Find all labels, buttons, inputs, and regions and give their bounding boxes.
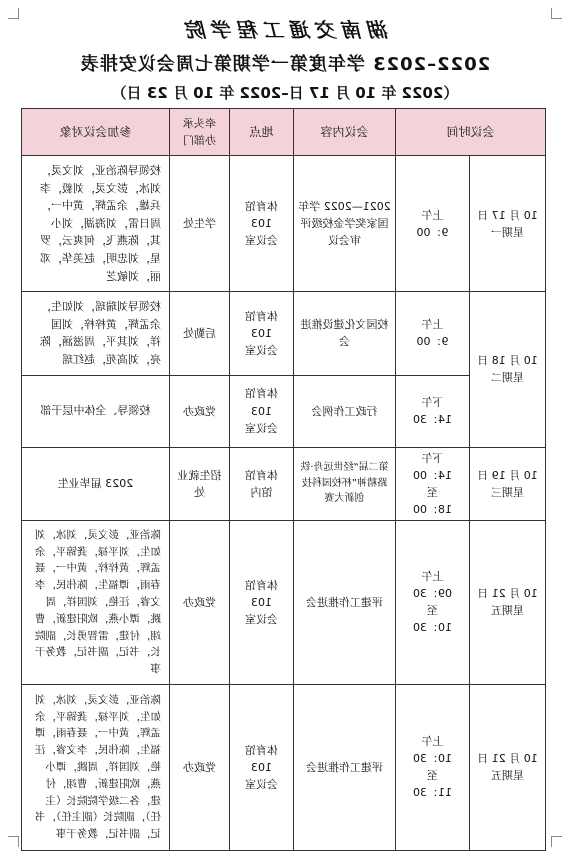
time-cell: 上午 10：30 至 11：30 — [395, 684, 469, 850]
time-cell: 上午 09：30 至 10：30 — [395, 520, 469, 684]
date-range: （2022 年 10 月 17 日–2022 年 10 月 23 日） — [111, 84, 459, 102]
location-cell: 体育馆 103 会议室 — [229, 684, 293, 850]
column-header-content: 会议内容 — [293, 109, 395, 156]
column-header-time: 会议时间 — [395, 109, 545, 156]
day-cell: 10 月 18 日 星期二 — [470, 292, 546, 447]
column-header-location: 地点 — [229, 109, 293, 156]
attendees-cell: 校领导、全体中层干部 — [21, 375, 169, 447]
table-row — [21, 292, 545, 375]
table-row — [21, 684, 545, 850]
content-cell: 第二届“经世远舟·铁路精神”杯校园科技创新大赛 — [293, 447, 395, 520]
table-row — [21, 447, 545, 520]
day-cell: 10 月 21 日 星期五 — [470, 520, 546, 684]
day-cell: 10 月 17 日 星期一 — [470, 156, 546, 292]
table-row — [21, 520, 545, 684]
school-name: 湖南交通工程学院 — [181, 18, 389, 42]
content-cell: 2021—2022 学年国家奖学金校级评审会议 — [293, 156, 395, 292]
column-header-dept: 牵头承办部门 — [169, 109, 229, 156]
content-cell: 行政工作例会 — [293, 375, 395, 447]
column-header-attendees: 参加会议对象 — [21, 109, 169, 156]
location-cell: 体育馆 103 会议室 — [229, 292, 293, 375]
time-cell: 下午 14：30 — [395, 375, 469, 447]
location-cell: 体育馆 103 会议室 — [229, 520, 293, 684]
page-title: 2022–2023 学年度第一学期第七周会议安排表 — [79, 54, 491, 75]
dept-cell: 党政办 — [169, 684, 229, 850]
page-corner-mark — [8, 836, 19, 847]
attendees-cell: 校领导陈治亚，刘文灵，刘冰，彭文灵，刘毅，李兵雄，余孟辉，黄中一，周日雷，刘海湖，刘小其，陈燕飞，何爽云，罗星，刘忠明，赵美华，邓丽，刘敏芝 — [21, 156, 169, 292]
table-row — [21, 375, 545, 447]
content-cell: 评建工作推进会 — [293, 684, 395, 850]
location-cell: 体育馆 馆内 — [229, 447, 293, 520]
content-cell: 校园文化建设推进会 — [293, 292, 395, 375]
attendees-cell: 陈治亚，彭文灵，刘冰，刘如生，刘平禄，龚锦平，余孟辉，黄中一，聂春雨，谭福生，陈伟民，李文睿，汪艳，刘国祥，周跳，谭小燕，欧阳建新，曹翊，付建，各二级学院院长（主任），副院长（副主任），书记，副书记，教务干事 — [21, 684, 169, 850]
content-cell: 评建工作推进会 — [293, 520, 395, 684]
location-cell: 体育馆 103 会议室 — [229, 375, 293, 447]
schedule-table — [21, 108, 546, 851]
dept-cell: 学生处 — [169, 156, 229, 292]
dept-cell: 党政办 — [169, 375, 229, 447]
day-cell: 10 月 21 日 星期五 — [470, 684, 546, 850]
location-cell: 体育馆 103 会议室 — [229, 156, 293, 292]
page-corner-mark — [551, 836, 562, 847]
table-row — [21, 156, 545, 292]
attendees-cell: 陈治亚，彭文灵，刘冰，刘如生，刘平禄，龚锦平，余孟辉，黄梓梓，黄中一，聂春雨，谭福生，陈伟民，李文睿，汪艳，刘国祥，周跳，谭小燕，欧阳建新，曹翊，付建，雷智勇长，副院长，书记，副书记，教务干事 — [21, 520, 169, 684]
time-cell: 下午 14：00 至 18：00 — [395, 447, 469, 520]
dept-cell: 招生就业处 — [169, 447, 229, 520]
dept-cell: 党政办 — [169, 520, 229, 684]
table-header-row — [21, 109, 545, 156]
day-cell: 10 月 19 日 星期三 — [470, 447, 546, 520]
attendees-cell: 校领导刘瑞瑶，刘如生，余孟辉，黄梓梓，刘国祥，刘其平，周滋涵，陈亮，刘高苑，赵红瑶 — [21, 292, 169, 375]
time-cell: 上午 9：00 — [395, 156, 469, 292]
dept-cell: 后勤处 — [169, 292, 229, 375]
time-cell: 上午 9：00 — [395, 292, 469, 375]
attendees-cell: 2023 届毕业生 — [21, 447, 169, 520]
